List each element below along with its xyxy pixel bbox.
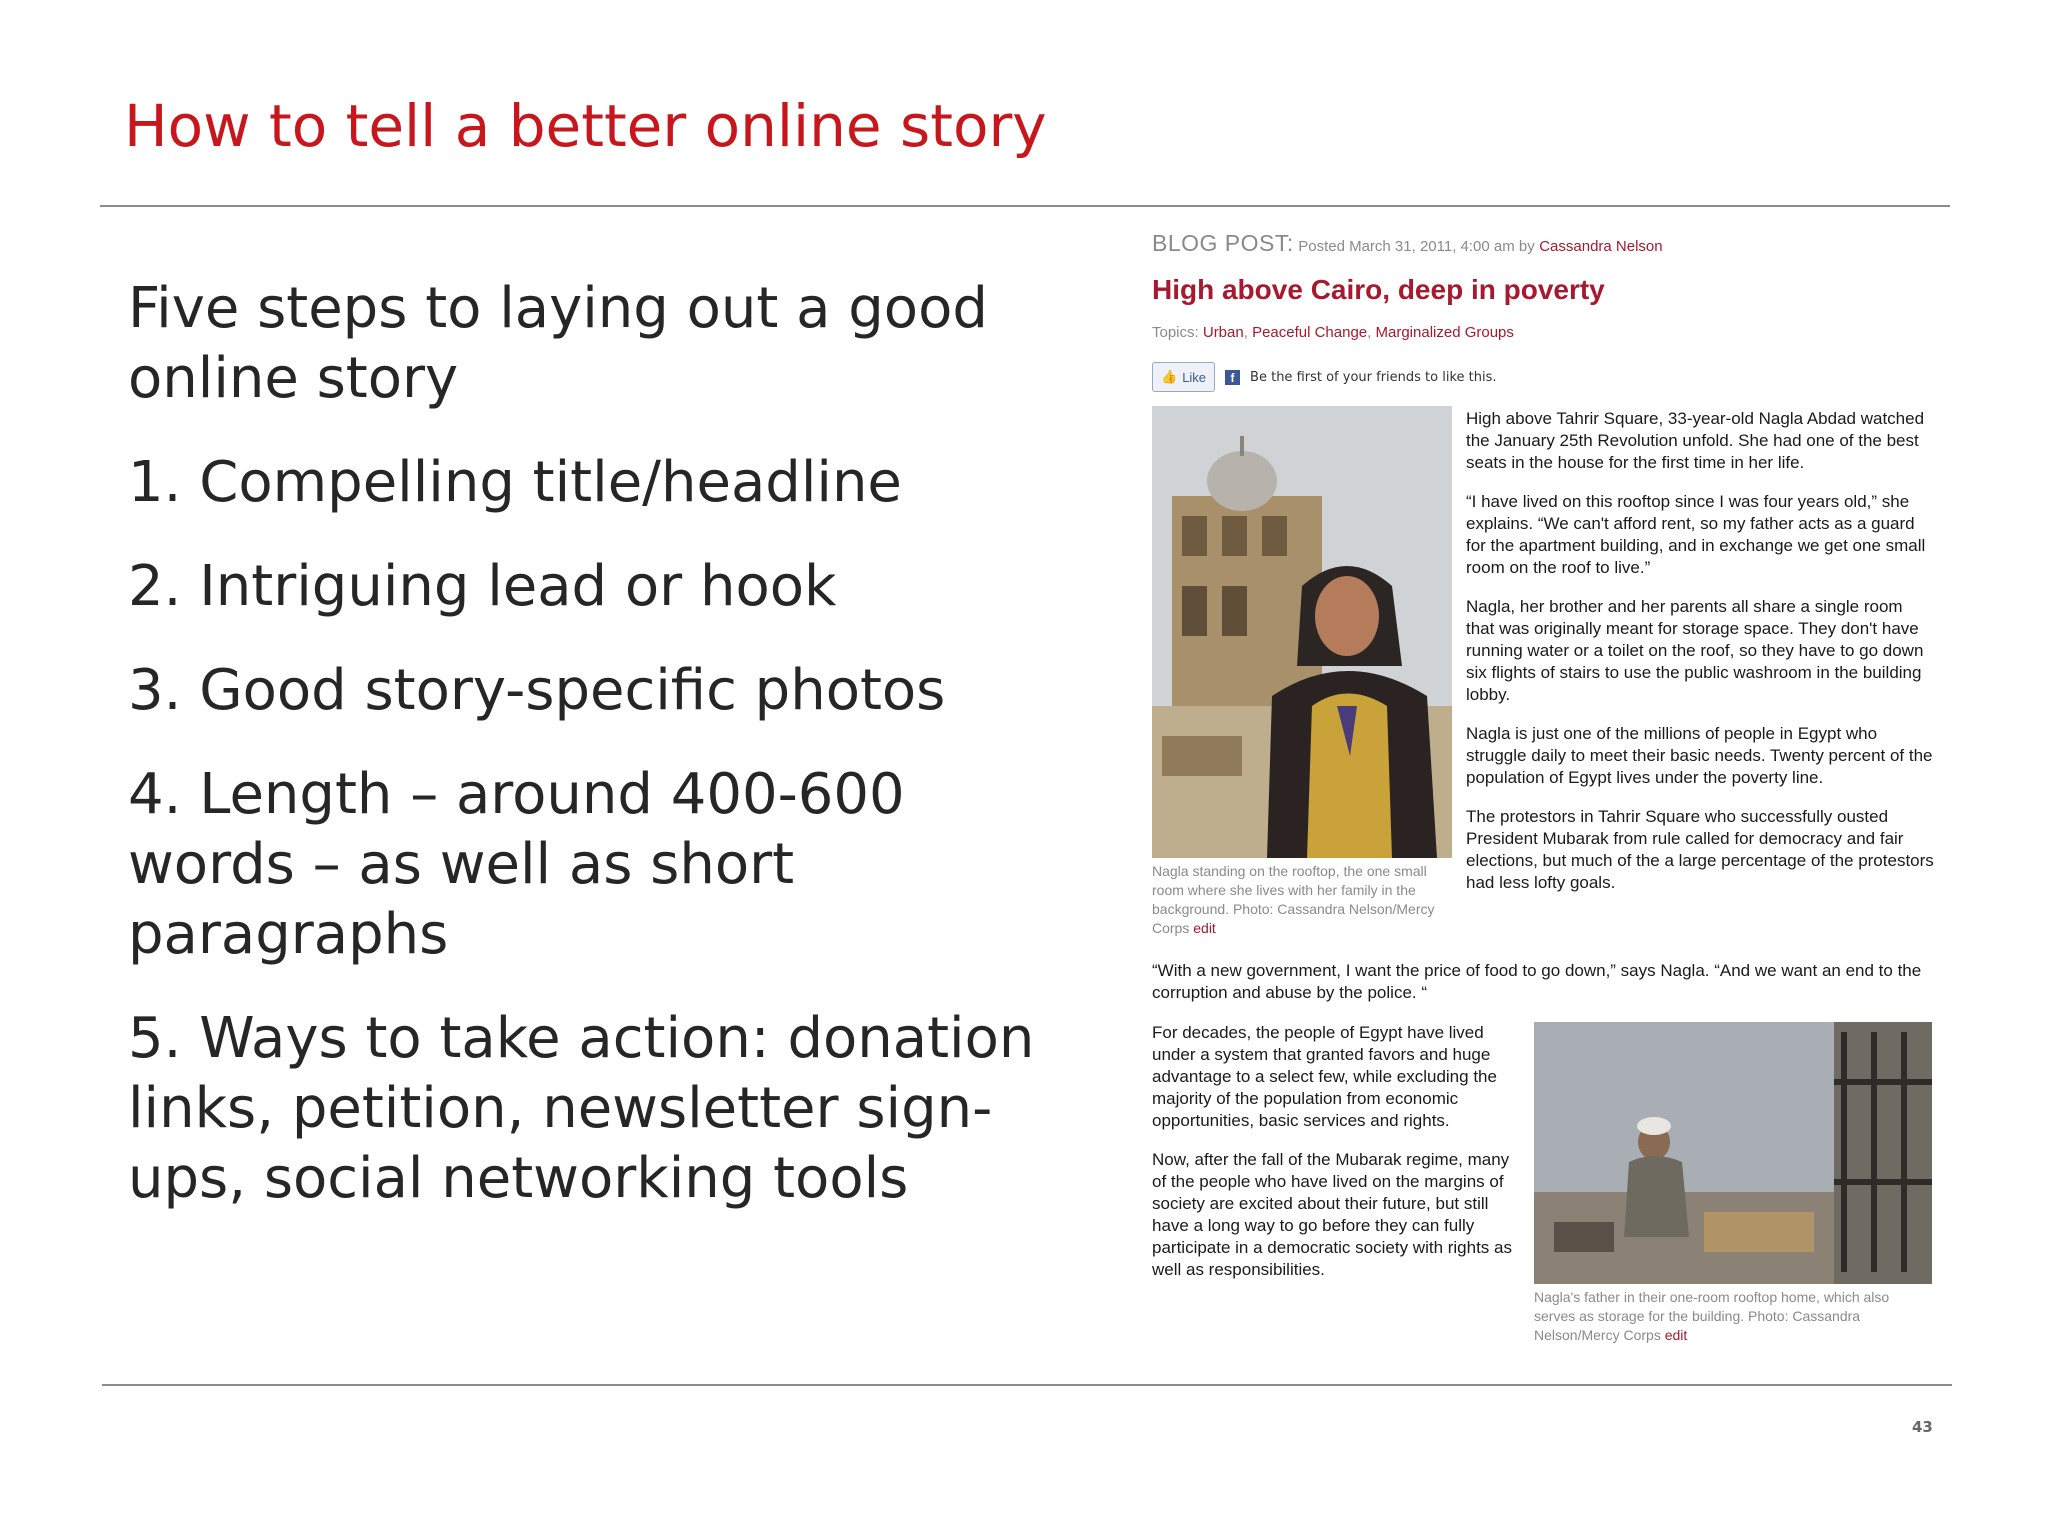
photo-father-room [1534,1022,1932,1284]
photo-caption [1152,862,1452,938]
step-item: 3. Good story-specific photos [128,658,946,723]
caption-text: Nagla's father in their one-room rooftop home, which also serves as storage for the building. Photo: Cassandra Nelson/Mercy Corps [1534,1289,1890,1343]
rooftop-photo-illustration [1152,406,1452,858]
article-paragraph: High above Tahrir Square, 33-year-old Nagla Abdad watched the January 25th Revolution unfold. She had one of the best seats in the house for the first time in her life. [1466,409,1925,472]
article-body-full [1152,960,1934,1021]
bottom-divider [102,1384,1952,1386]
edit-link[interactable]: edit [1193,920,1216,936]
posted-date: Posted March 31, 2011, 4:00 am by [1298,238,1535,255]
photo-nagla-rooftop [1152,406,1452,858]
facebook-icon: f [1225,370,1240,385]
thumbs-up-icon: 👍 [1161,369,1178,384]
article-body-left [1152,1022,1522,1298]
room-photo-illustration [1534,1022,1932,1284]
steps-list [128,274,1088,1248]
topic-link[interactable]: Marginalized Groups [1375,324,1514,341]
edit-link[interactable]: edit [1664,1327,1688,1343]
facebook-like-bar [1152,362,1497,392]
page-number: 43 [1912,1418,1933,1436]
article-paragraph: Nagla is just one of the millions of people in Egypt who struggle daily to meet their basic needs. Twenty percent of the population of Egypt lives under the poverty line. [1466,724,1933,787]
blog-post-header [1152,230,1663,257]
photo-caption [1534,1288,1932,1345]
like-prompt: Be the first of your friends to like this. [1250,369,1497,385]
topic-link[interactable]: Urban [1202,324,1244,341]
like-label: Like [1182,369,1207,385]
topics-line: Topics: Urban, Peaceful Change, Marginalized Groups [1152,324,1514,341]
topics-label: Topics: [1152,324,1199,341]
blog-post-label: BLOG POST: [1152,230,1294,256]
article-paragraph: The protestors in Tahrir Square who successfully ousted President Mubarak from rule called for democracy and fair elections, but much of the a large percentage of the protestors had less lofty goals. [1466,807,1934,892]
step-item: 1. Compelling title/headline [128,450,902,515]
article-paragraph: Nagla, her brother and her parents all share a single room that was originally meant for storage space. They don't have running water or a toilet on the roof, so they have to go down six flights of stairs to use the public washroom in the building lobby. [1466,597,1924,704]
article-paragraph: “I have lived on this rooftop since I was four years old,” she explains. “We can't afford rent, so my father acts as a guard for the apartment building, and in exchange we get one small room on the roof to live.” [1466,492,1926,577]
author-link[interactable]: Cassandra Nelson [1539,238,1663,255]
step-item: 2. Intriguing lead or hook [128,554,837,619]
slide-title: How to tell a better online story [124,92,1047,160]
step-item: 4. Length – around 400-600 words – as well as short paragraphs [128,762,905,967]
blog-post-screenshot [1152,226,1934,1358]
article-paragraph: For decades, the people of Egypt have lived under a system that granted favors and huge advantage to a select few, while excluding the majority of the population from economic opportunities, basic services and rights. [1152,1023,1497,1130]
step-item: 5. Ways to take action: donation links, petition, newsletter sign-ups, social networking tools [128,1006,1035,1211]
article-body-right [1466,408,1934,911]
article-paragraph: Now, after the fall of the Mubarak regime, many of the people who have lived on the margins of society are excited about their future, but still have a long way to go before they can fully participate in a democratic society with rights as well as responsibilities. [1152,1150,1512,1279]
caption-text: Nagla standing on the rooftop, the one small room where she lives with her family in the background. Photo: Cassandra Nelson/Mercy Corps [1152,863,1435,936]
blog-headline[interactable]: High above Cairo, deep in poverty [1152,274,1605,305]
article-paragraph: “With a new government, I want the price of food to go down,” says Nagla. “And we want an end to the corruption and abuse by the police. “ [1152,961,1922,1002]
topic-link[interactable]: Peaceful Change [1252,324,1368,341]
facebook-like-button[interactable] [1152,362,1215,392]
top-divider [100,205,1950,207]
steps-intro: Five steps to laying out a good online story [128,276,988,411]
